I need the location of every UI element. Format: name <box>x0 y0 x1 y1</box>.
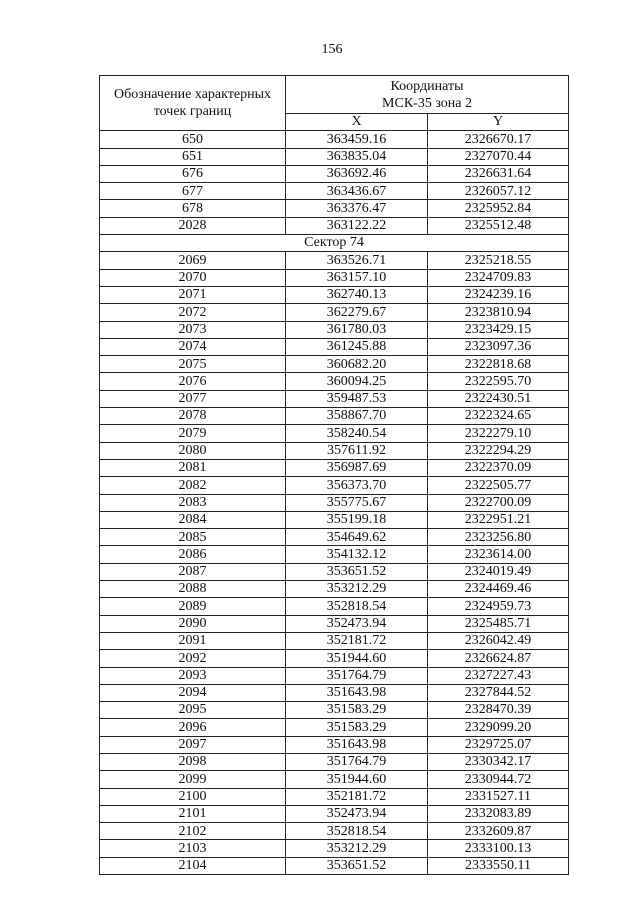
table-row <box>100 546 569 563</box>
y-coordinate-cell: 2322700.09 <box>428 494 569 511</box>
point-number-cell: 2104 <box>100 857 286 874</box>
x-coordinate-cell: 352473.94 <box>286 805 428 822</box>
y-coordinate-cell: 2322951.21 <box>428 511 569 528</box>
table-row <box>100 702 569 719</box>
y-coordinate-cell: 2322430.51 <box>428 390 569 407</box>
x-coordinate-cell: 363835.04 <box>286 148 428 165</box>
y-coordinate-cell: 2323097.36 <box>428 338 569 355</box>
sector-row <box>100 235 569 252</box>
point-number-cell: 2028 <box>100 217 286 234</box>
x-coordinate-cell: 363459.16 <box>286 131 428 148</box>
point-number-cell: 2074 <box>100 338 286 355</box>
table-row <box>100 286 569 303</box>
x-coordinate-cell: 355775.67 <box>286 494 428 511</box>
point-number-cell: 2070 <box>100 269 286 286</box>
x-coordinate-cell: 353651.52 <box>286 857 428 874</box>
x-coordinate-cell: 356373.70 <box>286 477 428 494</box>
y-coordinate-cell: 2322294.29 <box>428 442 569 459</box>
table-row <box>100 771 569 788</box>
x-coordinate-cell: 361780.03 <box>286 321 428 338</box>
x-coordinate-cell: 352473.94 <box>286 615 428 632</box>
sector-label: Сектор 74 <box>100 235 569 252</box>
point-number-cell: 2072 <box>100 304 286 321</box>
y-coordinate-cell: 2333100.13 <box>428 840 569 857</box>
table-row <box>100 857 569 874</box>
point-number-cell: 2095 <box>100 702 286 719</box>
x-coordinate-cell: 362740.13 <box>286 286 428 303</box>
table-row <box>100 269 569 286</box>
table-row <box>100 736 569 753</box>
point-number-cell: 677 <box>100 183 286 200</box>
point-number-cell: 2083 <box>100 494 286 511</box>
table-row <box>100 183 569 200</box>
table-row <box>100 373 569 390</box>
y-coordinate-cell: 2327070.44 <box>428 148 569 165</box>
point-number-cell: 2075 <box>100 356 286 373</box>
x-coordinate-cell: 352818.54 <box>286 823 428 840</box>
y-coordinate-cell: 2325218.55 <box>428 252 569 269</box>
table-row <box>100 217 569 234</box>
x-coordinate-cell: 354132.12 <box>286 546 428 563</box>
point-number-cell: 678 <box>100 200 286 217</box>
x-coordinate-cell: 363436.67 <box>286 183 428 200</box>
table-header <box>100 76 569 131</box>
table-row <box>100 529 569 546</box>
x-coordinate-cell: 360682.20 <box>286 356 428 373</box>
point-number-cell: 2093 <box>100 667 286 684</box>
point-number-cell: 2101 <box>100 805 286 822</box>
sector-section <box>100 235 569 252</box>
y-coordinate-cell: 2333550.11 <box>428 857 569 874</box>
y-coordinate-cell: 2330944.72 <box>428 771 569 788</box>
coordinate-system-label: МСК-35 зона 2 <box>382 95 472 111</box>
y-coordinate-cell: 2327844.52 <box>428 684 569 701</box>
y-coordinate-cell: 2324469.46 <box>428 581 569 598</box>
table-row <box>100 148 569 165</box>
y-coordinate-cell: 2324959.73 <box>428 598 569 615</box>
y-coordinate-cell: 2330342.17 <box>428 753 569 770</box>
point-number-cell: 2099 <box>100 771 286 788</box>
point-number-cell: 2098 <box>100 753 286 770</box>
point-number-cell: 2094 <box>100 684 286 701</box>
point-designation-header: Обозначение характерных точек границ <box>100 76 286 131</box>
y-coordinate-cell: 2326057.12 <box>428 183 569 200</box>
y-coordinate-cell: 2332609.87 <box>428 823 569 840</box>
table-row <box>100 667 569 684</box>
point-number-cell: 2077 <box>100 390 286 407</box>
x-coordinate-cell: 363692.46 <box>286 165 428 182</box>
table-row <box>100 719 569 736</box>
x-coordinate-cell: 362279.67 <box>286 304 428 321</box>
point-number-cell: 2071 <box>100 286 286 303</box>
point-number-cell: 2090 <box>100 615 286 632</box>
y-coordinate-cell: 2324709.83 <box>428 269 569 286</box>
x-coordinate-cell: 363122.22 <box>286 217 428 234</box>
table-row <box>100 321 569 338</box>
table-row <box>100 788 569 805</box>
x-coordinate-cell: 351944.60 <box>286 650 428 667</box>
y-coordinate-cell: 2322595.70 <box>428 373 569 390</box>
y-coordinate-cell: 2322279.10 <box>428 425 569 442</box>
point-number-cell: 2088 <box>100 581 286 598</box>
y-coordinate-cell: 2322324.65 <box>428 408 569 425</box>
point-number-cell: 2080 <box>100 442 286 459</box>
point-number-cell: 2086 <box>100 546 286 563</box>
table-row <box>100 805 569 822</box>
point-number-cell: 651 <box>100 148 286 165</box>
x-coordinate-cell: 351583.29 <box>286 719 428 736</box>
x-coordinate-cell: 351583.29 <box>286 702 428 719</box>
x-coordinate-cell: 352181.72 <box>286 632 428 649</box>
y-coordinate-cell: 2324239.16 <box>428 286 569 303</box>
table-row <box>100 563 569 580</box>
table-row <box>100 477 569 494</box>
table-row <box>100 425 569 442</box>
table-row <box>100 165 569 182</box>
y-coordinate-cell: 2326631.64 <box>428 165 569 182</box>
header-row-top <box>100 76 569 114</box>
y-coordinate-cell: 2328470.39 <box>428 702 569 719</box>
point-number-cell: 2102 <box>100 823 286 840</box>
x-coordinate-cell: 355199.18 <box>286 511 428 528</box>
table-row <box>100 632 569 649</box>
point-number-cell: 676 <box>100 165 286 182</box>
table-row <box>100 252 569 269</box>
x-coordinate-cell: 357611.92 <box>286 442 428 459</box>
y-coordinate-cell: 2323256.80 <box>428 529 569 546</box>
y-coordinate-cell: 2323429.15 <box>428 321 569 338</box>
table-row <box>100 459 569 476</box>
x-coordinate-cell: 351764.79 <box>286 753 428 770</box>
x-coordinate-cell: 360094.25 <box>286 373 428 390</box>
point-number-cell: 2069 <box>100 252 286 269</box>
x-coordinate-cell: 351643.98 <box>286 736 428 753</box>
table-row <box>100 356 569 373</box>
point-number-cell: 2084 <box>100 511 286 528</box>
y-coordinate-cell: 2323810.94 <box>428 304 569 321</box>
point-number-cell: 2089 <box>100 598 286 615</box>
y-coordinate-cell: 2322370.09 <box>428 459 569 476</box>
y-coordinate-cell: 2326670.17 <box>428 131 569 148</box>
y-coordinate-cell: 2325512.48 <box>428 217 569 234</box>
x-coordinate-cell: 363157.10 <box>286 269 428 286</box>
point-number-cell: 2091 <box>100 632 286 649</box>
y-coordinate-cell: 2326624.87 <box>428 650 569 667</box>
rows-before-sector <box>100 131 569 235</box>
table-row <box>100 684 569 701</box>
table-row <box>100 840 569 857</box>
x-coordinate-cell: 361245.88 <box>286 338 428 355</box>
point-number-cell: 650 <box>100 131 286 148</box>
table-row <box>100 598 569 615</box>
y-coordinate-cell: 2325485.71 <box>428 615 569 632</box>
x-coordinate-cell: 358240.54 <box>286 425 428 442</box>
coordinates-title: Координаты <box>390 78 464 94</box>
y-coordinate-cell: 2329725.07 <box>428 736 569 753</box>
point-number-cell: 2100 <box>100 788 286 805</box>
coordinates-table <box>99 75 569 875</box>
table-row <box>100 200 569 217</box>
point-number-cell: 2087 <box>100 563 286 580</box>
x-coordinate-cell: 353212.29 <box>286 840 428 857</box>
y-coordinate-cell: 2332083.89 <box>428 805 569 822</box>
table-row <box>100 304 569 321</box>
table-row <box>100 511 569 528</box>
table-row <box>100 390 569 407</box>
x-coordinate-cell: 358867.70 <box>286 408 428 425</box>
table-row <box>100 615 569 632</box>
table-row <box>100 408 569 425</box>
y-coordinate-cell: 2324019.49 <box>428 563 569 580</box>
table-row <box>100 823 569 840</box>
x-coordinate-cell: 351944.60 <box>286 771 428 788</box>
y-coordinate-cell: 2331527.11 <box>428 788 569 805</box>
x-coordinate-cell: 363376.47 <box>286 200 428 217</box>
point-number-cell: 2085 <box>100 529 286 546</box>
y-column-header: Y <box>428 114 569 131</box>
table-row <box>100 650 569 667</box>
point-number-cell: 2096 <box>100 719 286 736</box>
table-row <box>100 581 569 598</box>
point-number-cell: 2092 <box>100 650 286 667</box>
table-row <box>100 442 569 459</box>
x-coordinate-cell: 356987.69 <box>286 459 428 476</box>
x-coordinate-cell: 353651.52 <box>286 563 428 580</box>
y-coordinate-cell: 2329099.20 <box>428 719 569 736</box>
x-coordinate-cell: 353212.29 <box>286 581 428 598</box>
x-column-header: X <box>286 114 428 131</box>
y-coordinate-cell: 2326042.49 <box>428 632 569 649</box>
y-coordinate-cell: 2322505.77 <box>428 477 569 494</box>
point-number-cell: 2073 <box>100 321 286 338</box>
point-number-cell: 2103 <box>100 840 286 857</box>
point-number-cell: 2078 <box>100 408 286 425</box>
y-coordinate-cell: 2323614.00 <box>428 546 569 563</box>
x-coordinate-cell: 351764.79 <box>286 667 428 684</box>
point-number-cell: 2081 <box>100 459 286 476</box>
point-number-cell: 2079 <box>100 425 286 442</box>
x-coordinate-cell: 352181.72 <box>286 788 428 805</box>
y-coordinate-cell: 2325952.84 <box>428 200 569 217</box>
x-coordinate-cell: 352818.54 <box>286 598 428 615</box>
table-row <box>100 131 569 148</box>
x-coordinate-cell: 359487.53 <box>286 390 428 407</box>
table-row <box>100 494 569 511</box>
rows-after-sector <box>100 252 569 875</box>
coordinates-header <box>286 76 569 114</box>
table-row <box>100 338 569 355</box>
point-number-cell: 2097 <box>100 736 286 753</box>
point-number-cell: 2082 <box>100 477 286 494</box>
table-row <box>100 753 569 770</box>
x-coordinate-cell: 351643.98 <box>286 684 428 701</box>
x-coordinate-cell: 363526.71 <box>286 252 428 269</box>
y-coordinate-cell: 2327227.43 <box>428 667 569 684</box>
y-coordinate-cell: 2322818.68 <box>428 356 569 373</box>
x-coordinate-cell: 354649.62 <box>286 529 428 546</box>
point-number-cell: 2076 <box>100 373 286 390</box>
page-number: 156 <box>321 42 343 57</box>
